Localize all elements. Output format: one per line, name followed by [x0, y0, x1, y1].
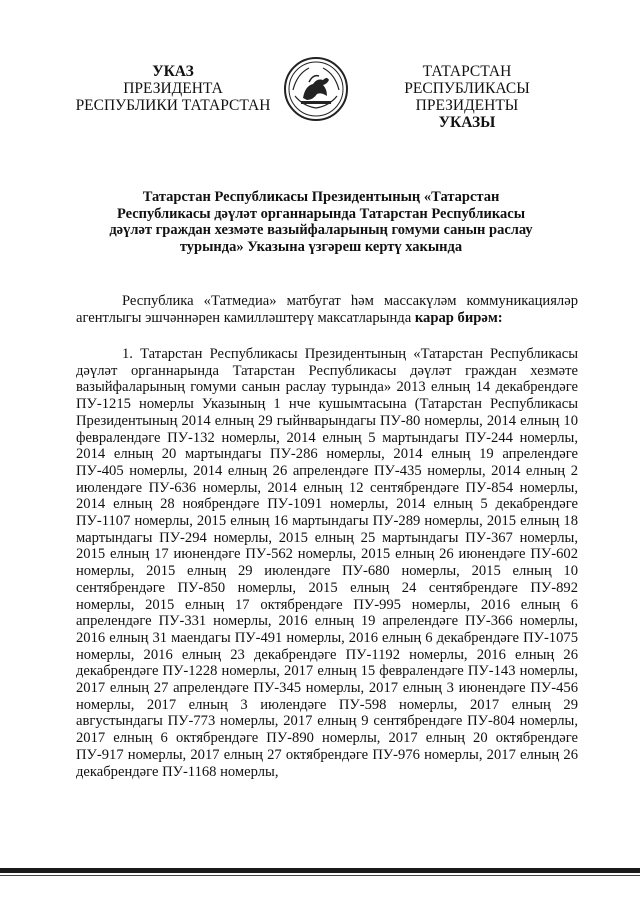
header-left-line-2: ПРЕЗИДЕНТА	[123, 80, 223, 97]
intro-paragraph	[76, 293, 578, 326]
paragraph-1-text: 1. Татарстан Республикасы Президентының «Татарстан Республикасы дәүләт органнарында Татарстан Республикасы дәүләт граждан хезмәте вазыйфаларының гомуми санын раслау турында» 2013 елның 14 декабрендәге ПУ-1215 номерлы Указының 1 нче кушымтасына (Татарстан Республикасы Президентының 2014 елның 29 гыйнварындагы ПУ-80 номерлы, 2014 елның 10 февралендәге ПУ-132 номерлы, 2014 елның 5 мартындагы ПУ-244 номерлы, 2014 елның 20 мартындагы ПУ-286 номерлы, 2014 елның 19 апрелендәге ПУ-405 номерлы, 2014 елның 26 апрелендәге ПУ-435 номерлы, 2014 елның 2 июлендәге ПУ-636 номерлы, 2014 елның 12 сентябрендәге ПУ-854 номерлы, 2014 елның 28 ноябрендәге ПУ-1091 номерлы, 2014 елның 5 декабрендәге ПУ-1107 номерлы, 2015 елның 16 мартындагы ПУ-289 номерлы, 2015 елның 18 мартындагы ПУ-294 номерлы, 2015 елның 25 мартындагы ПУ-367 номерлы, 2015 елның 17 июнендәге ПУ-562 номерлы, 2015 елның 26 июнендәге ПУ-602 номерлы, 2015 елның 29 июлендәге ПУ-680 номерлы, 2015 елның 10 сентябрендәге ПУ-850 номерлы, 2015 елның 24 сентябрендәге ПУ-892 номерлы, 2015 елның 17 октябрендәге ПУ-995 номерлы, 2016 елның 6 апрелендәге ПУ-331 номерлы, 2016 елның 19 апрелендәге ПУ-366 номерлы, 2016 елның 31 маендагы ПУ-491 номерлы, 2016 елның 6 декабрендәге ПУ-1075 номерлы, 2016 елның 23 декабрендәге ПУ-1192 номерлы, 2016 елның 26 декабрендәге ПУ-1228 номерлы, 2017 елның 15 февралендәге ПУ-143 номерлы, 2017 елның 27 апрелендәге ПУ-345 номерлы, 2017 елның 3 июнендәге ПУ-456 номерлы, 2017 елның 3 июлендәге ПУ-598 номерлы, 2017 елның 29 августындагы ПУ-773 номерлы, 2017 елның 9 сентябрендәге ПУ-804 номерлы, 2017 елның 6 октябрендәге ПУ-890 номерлы, 2017 елның 20 октябрендәге ПУ-917 номерлы, 2017 елның 27 октябрендәге ПУ-976 номерлы, 2017 елның 26 декабрендәге ПУ-1168 номерлы,	[76, 346, 578, 780]
coat-of-arms-emblem	[283, 56, 349, 122]
header-right	[362, 63, 572, 131]
document-title: Татарстан Республикасы Президентының «Татарстан Республикасы дәүләт органнарында Татарстан Республикасы дәүләт граждан хезмәте вазыйфаларының гомуми санын раслау турында» Указына үзгәреш кертү хакында	[109, 189, 533, 255]
paragraph-1	[76, 346, 578, 780]
header-right-line-1: ТАТАРСТАН РЕСПУБЛИКАСЫ	[404, 63, 530, 97]
scan-edge-line	[0, 868, 640, 873]
header-left-line-3: РЕСПУБЛИКИ ТАТАРСТАН	[75, 97, 271, 114]
header-right-line-2: ПРЕЗИДЕНТЫ	[415, 97, 519, 114]
header-right-line-3: УКАЗЫ	[438, 114, 496, 131]
header-left-line-1: УКАЗ	[152, 63, 194, 80]
header-left	[68, 63, 278, 114]
intro-bold-text: карар бирәм:	[414, 309, 503, 326]
intro-text: Республика «Татмедиа» матбугат һәм массакүләм коммуникацияләр агентлыгы эшчәннәрен камилләштерү максатларында	[76, 293, 578, 326]
scan-edge-line-thin	[0, 875, 640, 876]
